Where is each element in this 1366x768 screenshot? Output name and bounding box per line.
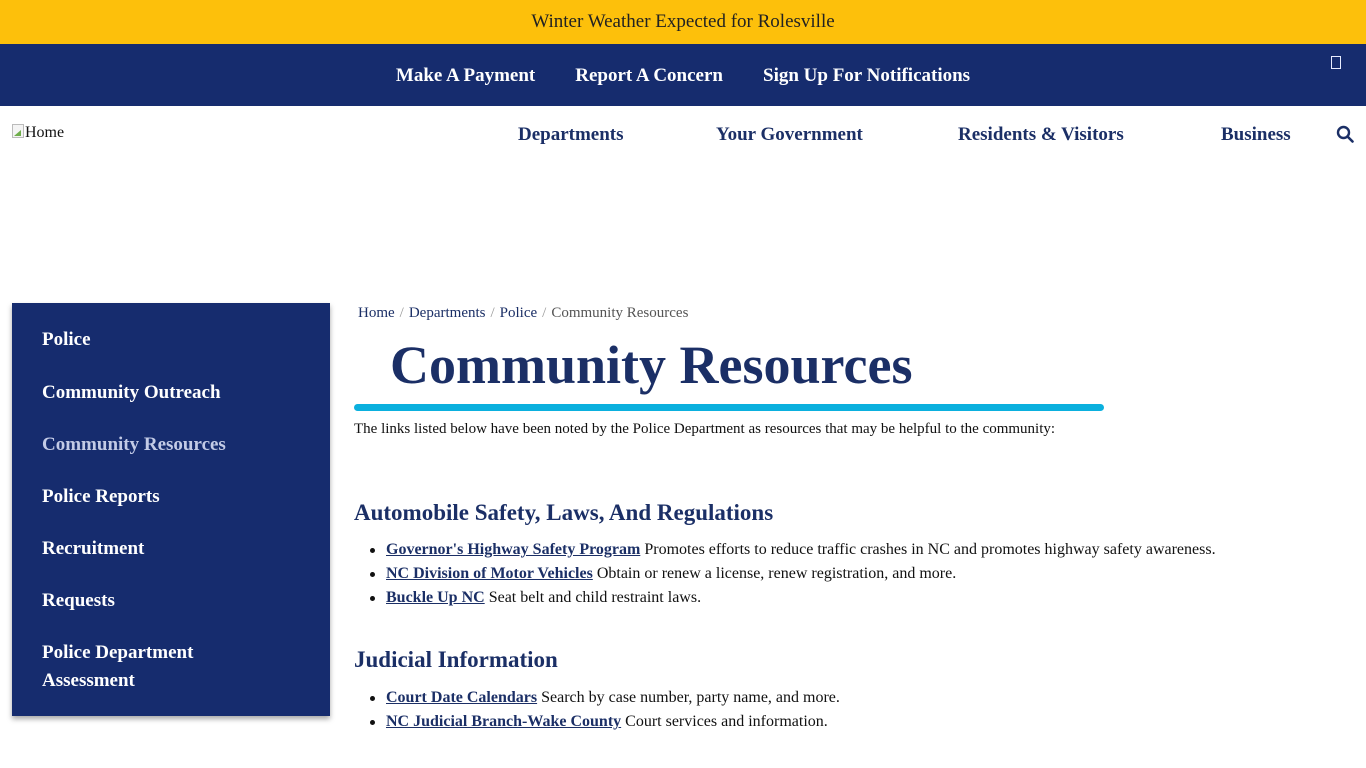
item-description: Search by case number, party name, and more. (537, 689, 840, 706)
breadcrumb-home[interactable]: Home (358, 305, 395, 321)
broken-image-icon (12, 124, 24, 138)
section-heading-judicial-information: Judicial Information (354, 647, 558, 672)
sidebar-item-police-department-assessment[interactable]: Police Department Assessment (42, 642, 194, 691)
nav-residents-visitors[interactable]: Residents & Visitors (958, 124, 1124, 145)
list-item (386, 710, 840, 734)
buckle-up-nc-link[interactable]: Buckle Up NC (386, 589, 485, 606)
court-date-calendars-link[interactable]: Court Date Calendars (386, 689, 538, 706)
breadcrumb-current: Community Resources (551, 305, 689, 321)
item-description: Seat belt and child restraint laws. (484, 589, 702, 606)
section-heading-automobile-safety: Automobile Safety, Laws, And Regulations (354, 500, 774, 525)
nav-your-government[interactable]: Your Government (716, 124, 863, 145)
nav-departments[interactable]: Departments (518, 124, 624, 145)
breadcrumb-separator: / (399, 305, 404, 321)
site-header (0, 106, 1366, 166)
page-title: Community Resources (390, 335, 913, 395)
alert-text[interactable]: Winter Weather Expected for Rolesville (531, 11, 835, 32)
logo-alt-text: Home (25, 124, 65, 141)
automobile-safety-list (386, 538, 1216, 610)
breadcrumb-police[interactable]: Police (499, 305, 538, 321)
report-concern-link[interactable]: Report A Concern (575, 65, 723, 86)
breadcrumb-separator: / (490, 305, 495, 321)
missing-glyph-icon[interactable] (1331, 56, 1341, 69)
sidebar-item-requests[interactable]: Requests (42, 590, 115, 611)
breadcrumb (358, 305, 688, 322)
sidebar-item-police[interactable]: Police (42, 329, 91, 350)
list-item (386, 538, 1216, 562)
item-description: Obtain or renew a license, renew registration, and more. (592, 565, 957, 582)
governors-highway-safety-link[interactable]: Governor's Highway Safety Program (386, 541, 641, 558)
list-item (386, 686, 840, 710)
sidebar-item-community-resources[interactable]: Community Resources (42, 434, 226, 455)
list-item (386, 562, 1216, 586)
judicial-information-list (386, 686, 840, 734)
nc-dmv-link[interactable]: NC Division of Motor Vehicles (386, 565, 593, 582)
sidebar-nav (12, 303, 330, 716)
utility-nav (0, 44, 1366, 106)
sidebar-item-community-outreach[interactable]: Community Outreach (42, 382, 221, 403)
breadcrumb-departments[interactable]: Departments (408, 305, 486, 321)
item-description: Promotes efforts to reduce traffic crashes in NC and promotes highway safety awareness. (640, 541, 1216, 558)
title-divider (354, 404, 1104, 411)
item-description: Court services and information. (621, 713, 828, 730)
sidebar-item-recruitment[interactable]: Recruitment (42, 538, 145, 559)
intro-text: The links listed below have been noted by the Police Department as resources that may be helpful to the community: (354, 421, 1056, 437)
nav-business[interactable]: Business (1221, 124, 1291, 145)
home-logo-link[interactable] (12, 124, 64, 142)
sidebar-item-police-reports[interactable]: Police Reports (42, 486, 160, 507)
make-payment-link[interactable]: Make A Payment (395, 65, 536, 86)
list-item (386, 586, 1216, 610)
search-icon[interactable] (1336, 125, 1354, 143)
breadcrumb-separator: / (542, 305, 547, 321)
alert-banner[interactable] (0, 0, 1366, 44)
sign-up-notifications-link[interactable]: Sign Up For Notifications (763, 65, 971, 86)
nc-judicial-branch-wake-link[interactable]: NC Judicial Branch-Wake County (386, 713, 622, 730)
